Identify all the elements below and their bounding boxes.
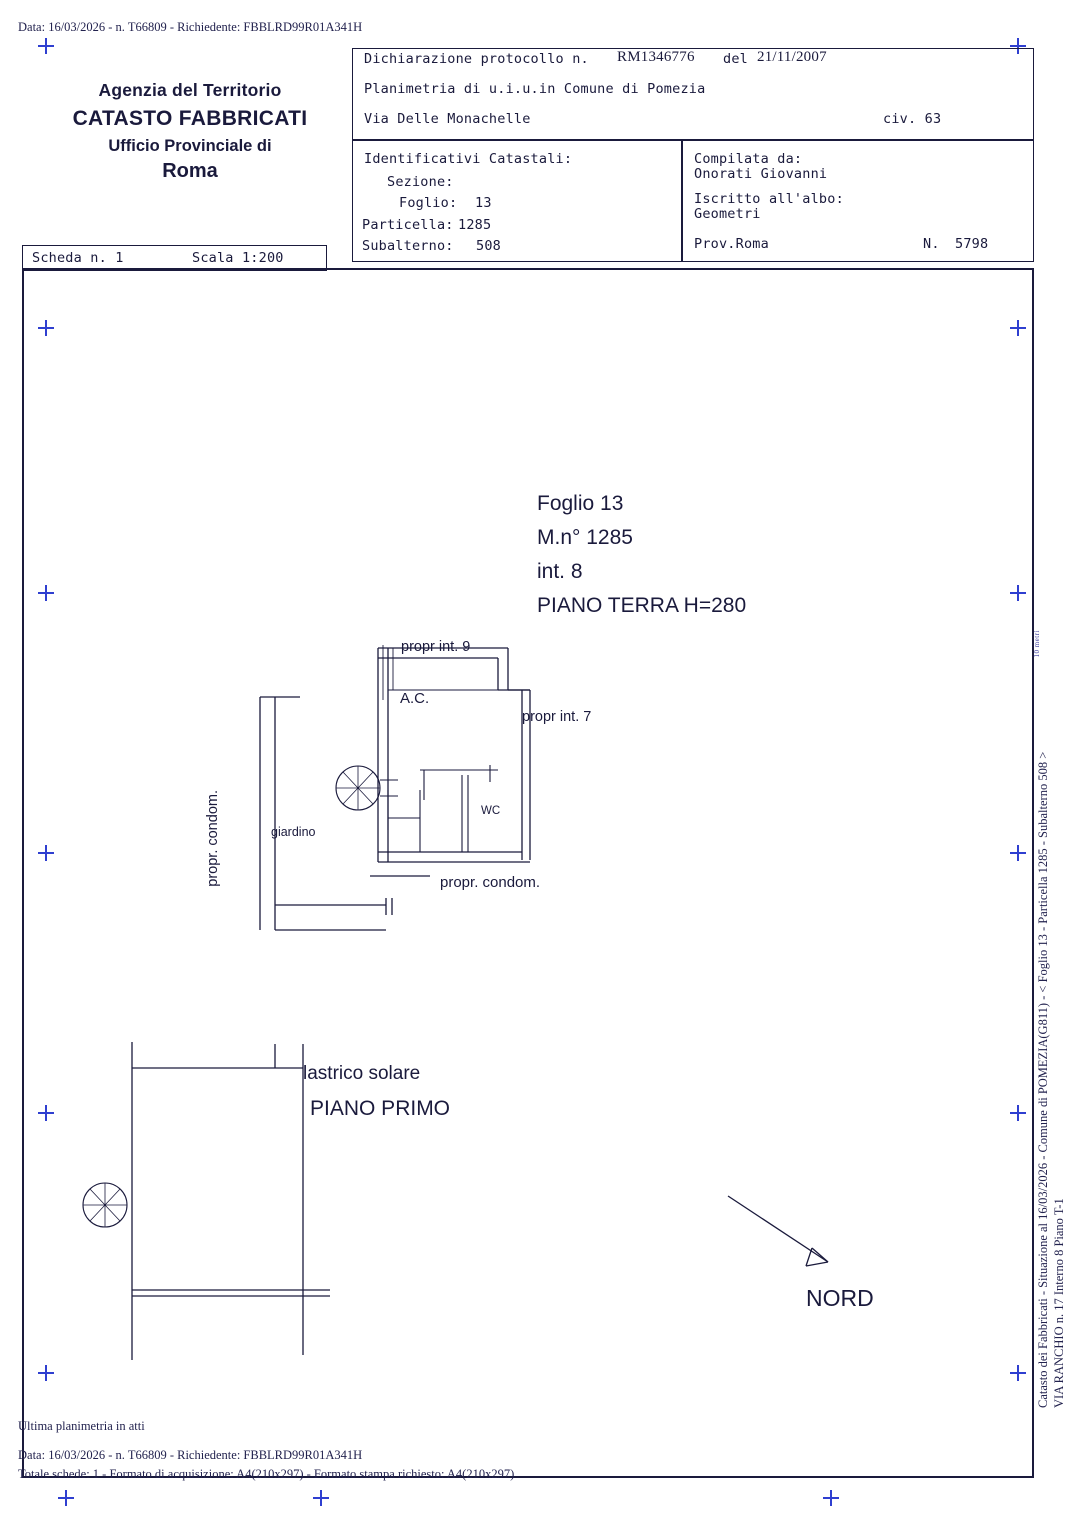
agency-block [40,80,340,183]
label-propr-int-7: propr int. 7 [522,709,592,725]
foglio-value: 13 [475,195,492,211]
side-text-line-a: Catasto dei Fabbricati - Situazione al 16/03/2026 - Comune di POMEZIA(G811) - < Foglio 13 - Particella 1285 - Subalterno 508 > [1036,751,1050,1408]
label-ac: A.C. [400,690,430,707]
label-nord: NORD [806,1285,874,1311]
compiler-name: Onorati Giovanni [694,166,828,182]
drawing-frame [22,268,1034,1478]
plan-title-block [537,487,746,623]
prov-label: Prov.Roma [694,236,769,252]
header-request-meta: Data: 16/03/2026 - n. T66809 - Richiedente: FBBLRD99R01A341H [18,20,363,34]
foglio-label: Foglio: [399,195,458,211]
side-scale-tiny-text: 10 metri [1033,630,1041,658]
particella-value: 1285 [458,217,492,233]
agency-line-2: CATASTO FABBRICATI [72,107,308,130]
albo-label: Iscritto all'albo: [694,191,844,207]
side-text-block [1030,618,1076,1418]
address-line: Via Delle Monachelle [364,111,531,127]
label-propr-condom-left: propr. condom. [205,790,221,887]
scale-value: Scala 1:200 [192,250,284,266]
side-text-line-b: VIA RANCHIO n. 17 Interno 8 Piano T-1 [1052,1198,1066,1408]
protocol-label: Dichiarazione protocollo n. [364,51,589,67]
albo-number-label: N. [923,236,940,252]
protocol-number: RM1346776 [617,49,695,65]
label-lastrico-solare: lastrico solare [303,1063,421,1084]
protocol-del-label: del [723,51,748,67]
footer-totale-schede: Totale schede: 1 - Formato di acquisizione: A4(210x297) - Formato stampa richiesto: A4(210x297) [18,1467,515,1481]
cadastral-title: Identificativi Catastali: [364,151,573,167]
albo-number-value: 5798 [955,236,989,252]
particella-label: Particella: [362,217,454,233]
label-giardino: giardino [271,825,316,839]
agency-line-1: Agenzia del Territorio [98,80,282,100]
label-piano-primo: PIANO PRIMO [310,1097,451,1120]
protocol-date: 21/11/2007 [757,49,827,65]
label-wc: WC [481,805,501,817]
plan-title-line-3: PIANO TERRA H=280 [537,594,747,617]
albo-value: Geometri [694,206,761,222]
plan-title-line-1: M.n° 1285 [537,526,633,549]
scheda-number: Scheda n. 1 [32,250,124,266]
label-propr-int-9: propr int. 9 [401,639,471,655]
subalterno-value: 508 [476,238,501,254]
compiler-label: Compilata da: [694,151,803,167]
label-propr-condom-bottom: propr. condom. [440,874,541,891]
agency-line-4: Roma [162,160,218,182]
plan-title-line-2: int. 8 [537,560,583,583]
agency-line-3: Ufficio Provinciale di [108,137,272,155]
sezione-label: Sezione: [387,174,454,190]
subalterno-label: Subalterno: [362,238,454,254]
plan-title-line-0: Foglio 13 [537,492,624,515]
planimetry-line: Planimetria di u.i.u.in Comune di Pomezia [364,81,706,97]
footer-ultima-planimetria: Ultima planimetria in atti [18,1419,145,1433]
civic-number: civ. 63 [883,111,942,127]
footer-request-data: Data: 16/03/2026 - n. T66809 - Richiedente: FBBLRD99R01A341H [18,1448,363,1462]
